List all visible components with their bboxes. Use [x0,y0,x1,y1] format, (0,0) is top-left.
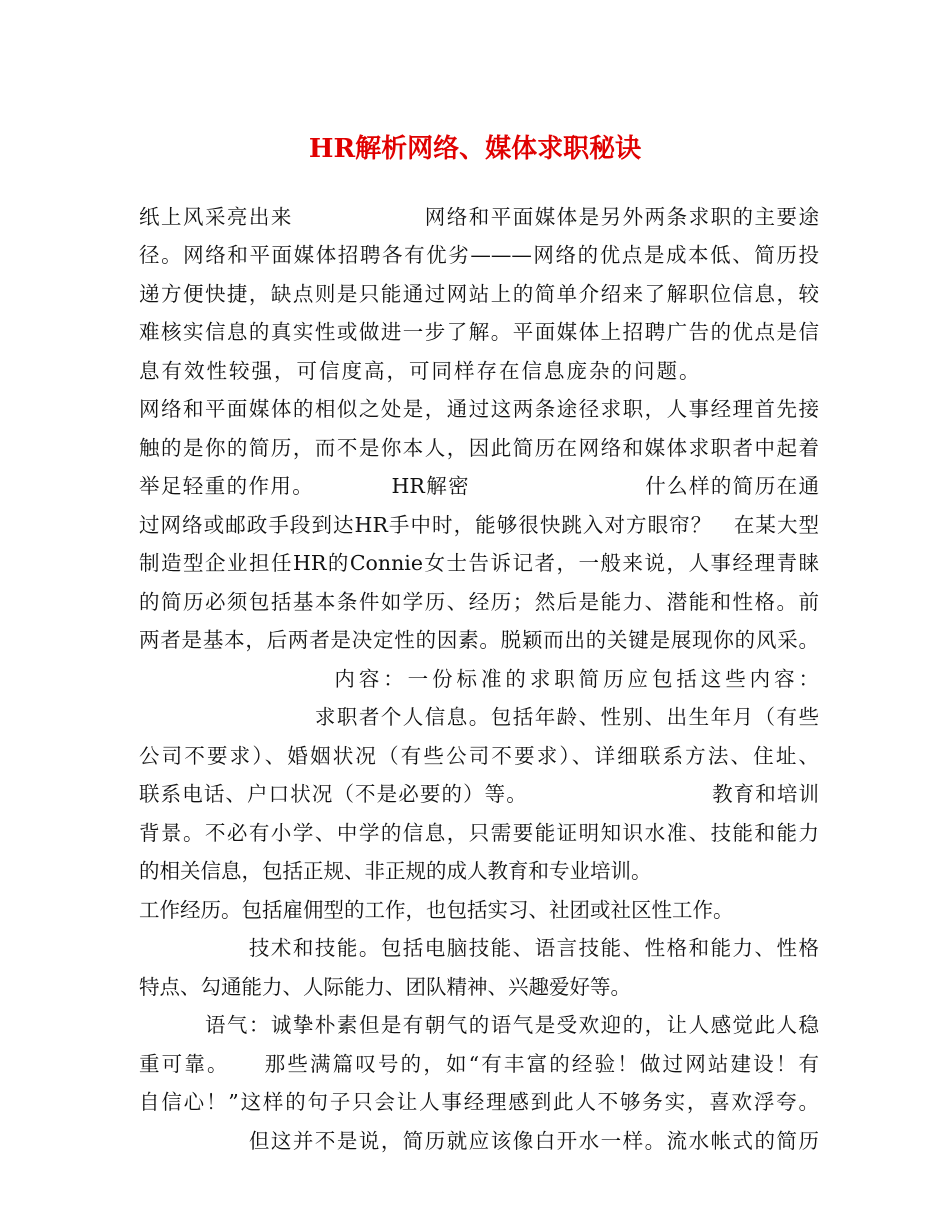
text-line: 难核实信息的真实性或做进一步了解。平面媒体上招聘广告的优点是信 [139,320,819,344]
text-line: 纸上风采亮出来 网络和平面媒体是另外两条求职的主要途 [139,205,819,229]
text-line: 触的是你的简历，而不是你本人，因此简历在网络和媒体求职者中起着 [139,436,819,460]
text-line: 的简历必须包括基本条件如学历、经历；然后是能力、潜能和性格。前 [139,590,819,614]
text-line: 背景。不必有小学、中学的信息，只需要能证明知识水准、技能和能力 [139,821,819,845]
text-line: 径。网络和平面媒体招聘各有优劣———网络的优点是成本低、简历投 [139,243,819,267]
text-line: 语气：诚挚朴素但是有朝气的语气是受欢迎的，让人感觉此人稳 [139,1013,819,1037]
text-line: 技术和技能。包括电脑技能、语言技能、性格和能力、性格 [139,936,819,960]
text-line: 但这并不是说，简历就应该像白开水一样。流水帐式的简历 [139,1129,819,1153]
text-line: 息有效性较强，可信度高，可同样存在信息庞杂的问题。 [139,359,702,383]
text-line: 公司不要求）、婚姻状况（有些公司不要求）、详细联系方法、住址、 [139,744,819,768]
text-line: 举足轻重的作用。 HR解密 什么样的简历在通 [139,474,819,498]
text-line: 联系电话、户口状况（不是必要的）等。 教育和培训 [139,782,819,806]
text-line: 内容：一份标准的求职简历应包括这些内容： [139,667,819,691]
text-line: 重可靠。 那些满篇叹号的，如“有丰富的经验！做过网站建设！有 [139,1052,819,1076]
text-line: 两者是基本，后两者是决定性的因素。脱颖而出的关键是展现你的风采。 [139,628,819,652]
text-line: 自信心！”这样的句子只会让人事经理感到此人不够务实，喜欢浮夸。 [139,1090,819,1114]
text-line: 递方便快捷，缺点则是只能通过网站上的简单介绍来了解职位信息，较 [139,282,819,306]
text-line: 特点、勾通能力、人际能力、团队精神、兴趣爱好等。 [139,975,631,999]
text-line: 网络和平面媒体的相似之处是，通过这两条途径求职，人事经理首先接 [139,397,819,421]
text-line: 工作经历。包括雇佣型的工作，也包括实习、社团或社区性工作。 [139,898,734,922]
text-line: 制造型企业担任HR的Connie女士告诉记者，一般来说，人事经理青睐 [139,551,819,575]
text-line: 的相关信息，包括正规、非正规的成人教育和专业培训。 [139,859,652,883]
text-line: 求职者个人信息。包括年龄、性别、出生年月（有些 [139,705,819,729]
text-line: 过网络或邮政手段到达HR手中时，能够很快跳入对方眼帘？ 在某大型 [139,513,819,537]
document-title: HR解析网络、媒体求职秘诀 [308,134,642,164]
